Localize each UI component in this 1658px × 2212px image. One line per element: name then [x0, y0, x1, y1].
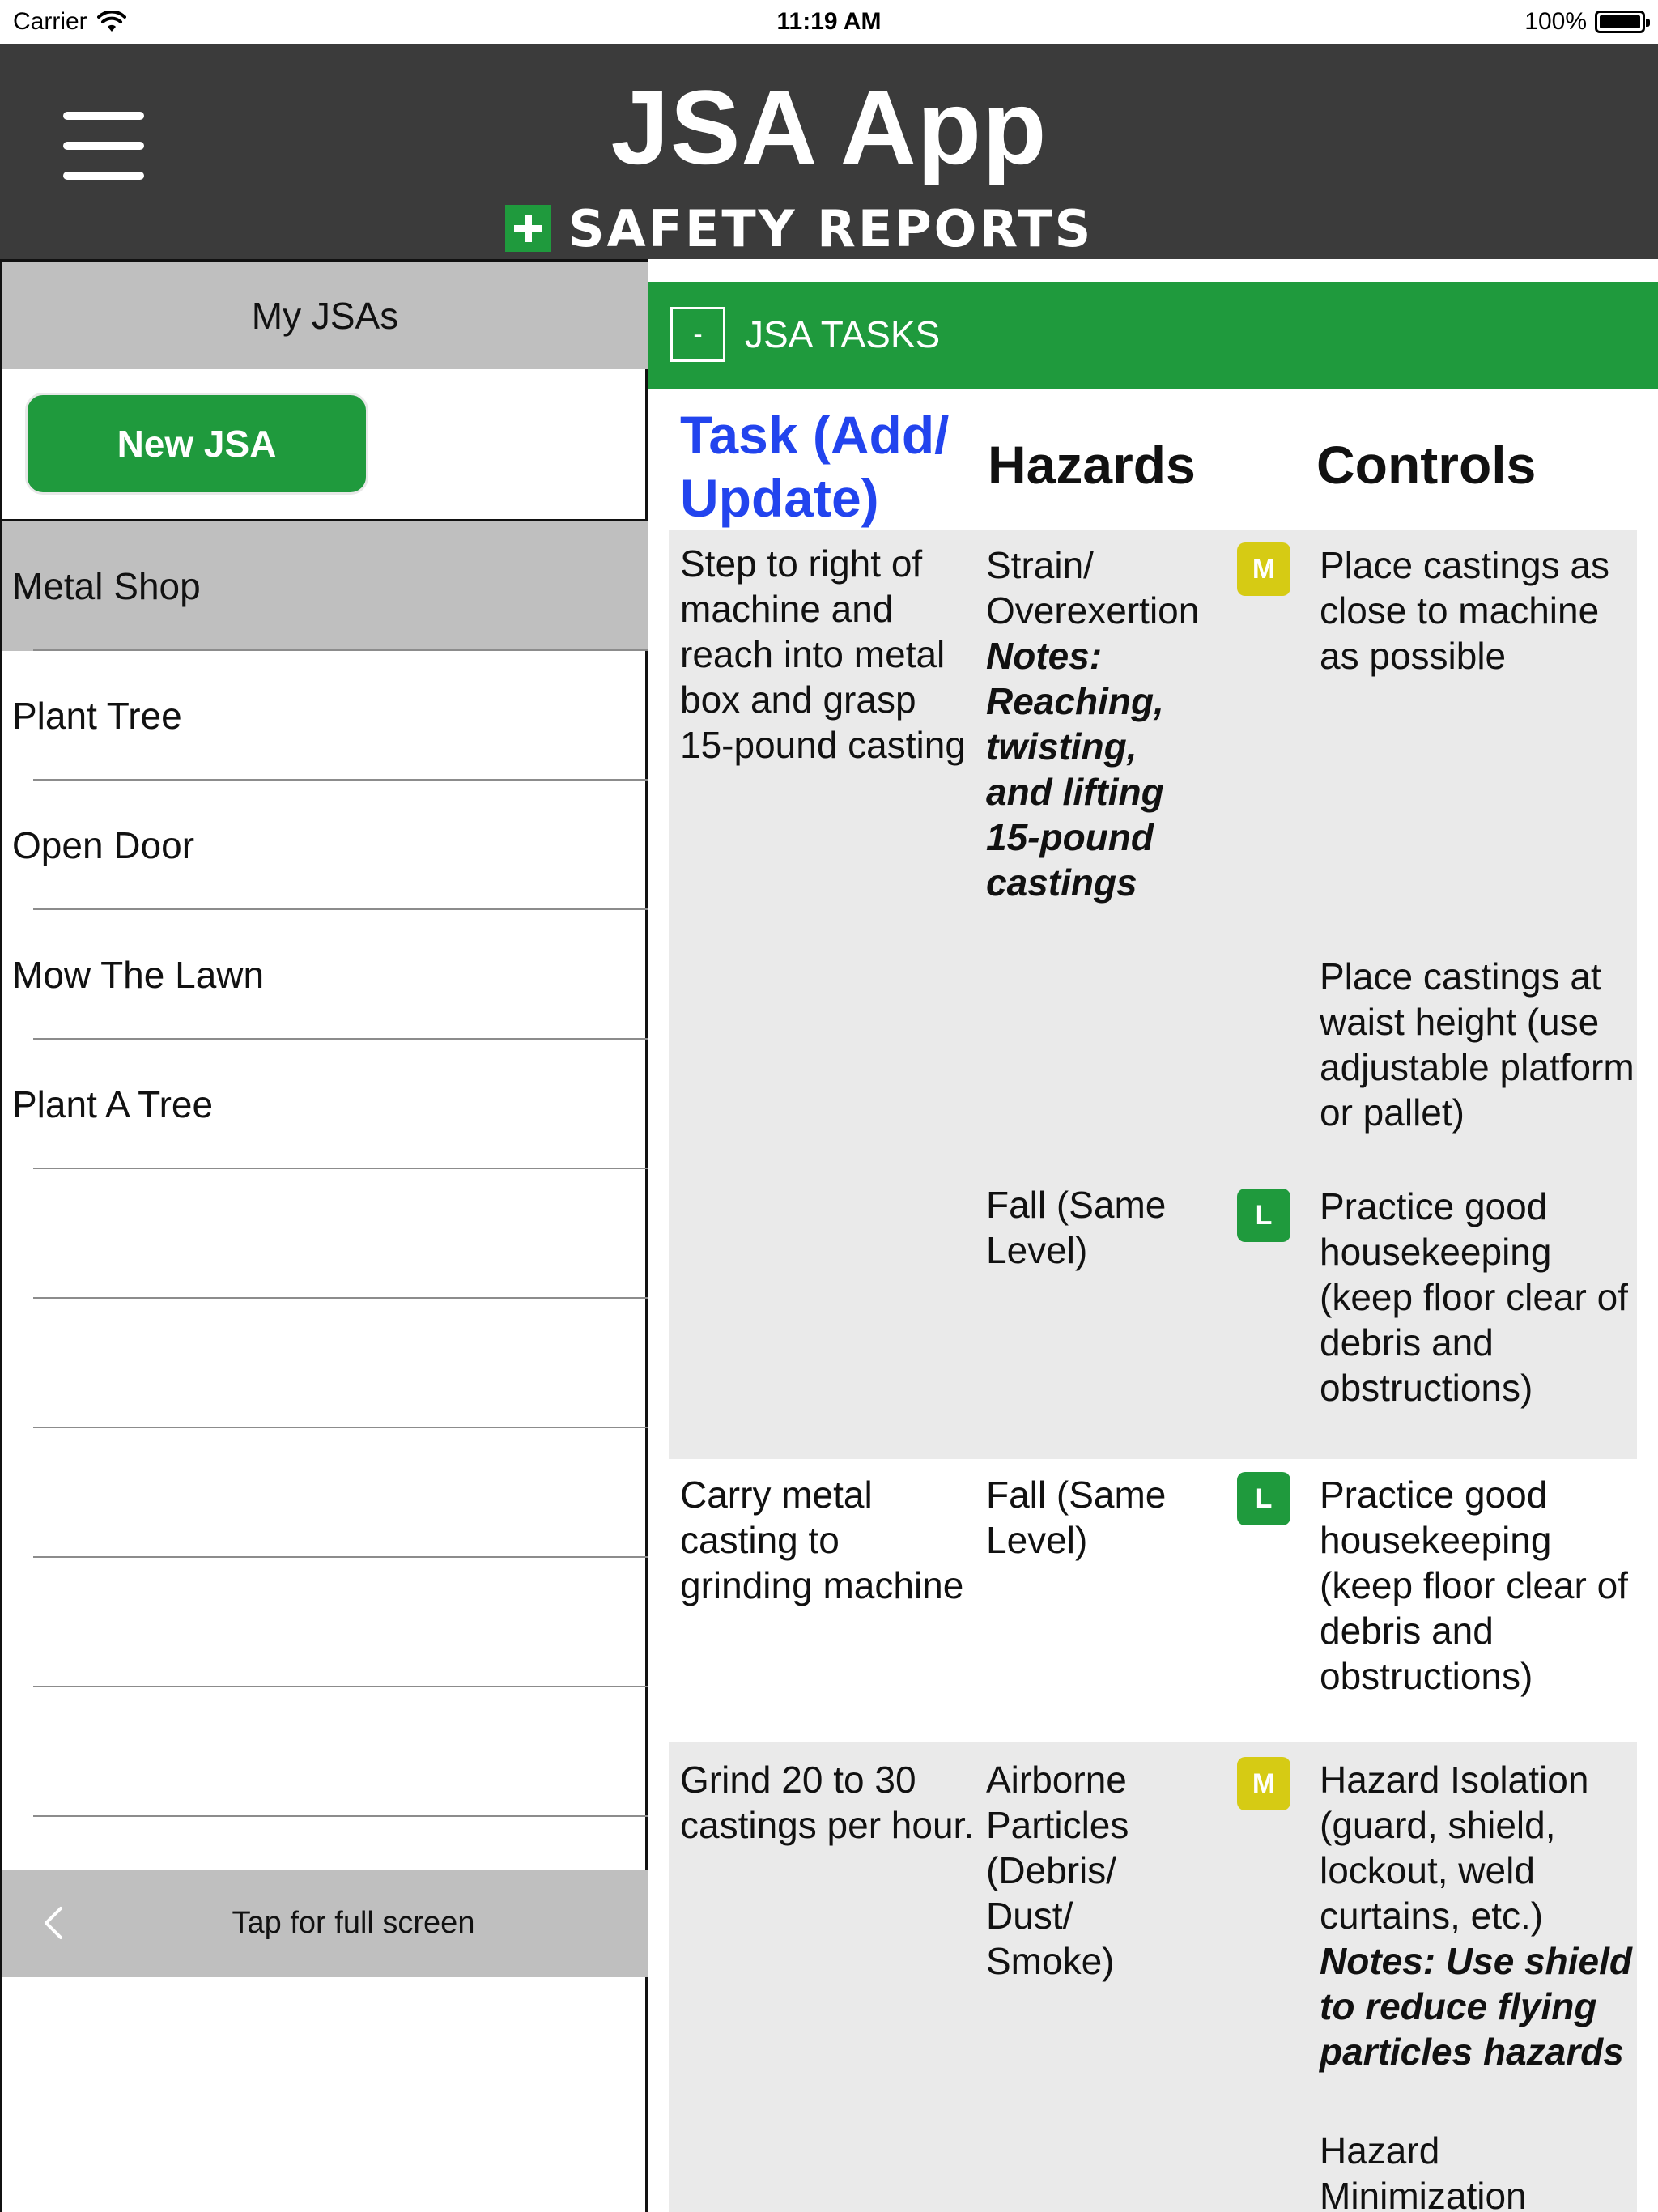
- battery-indicator: [1524, 8, 1645, 36]
- task-row[interactable]: [669, 530, 1637, 1459]
- fullscreen-toggle[interactable]: [2, 1870, 648, 1977]
- list-item-mow-the-lawn[interactable]: [2, 910, 648, 1040]
- hazard-notes: Notes: Reaching, twisting, and lifting 15-pound castings: [986, 635, 1164, 904]
- list-item-label: Open Door: [12, 824, 195, 866]
- control-text: Place castings at waist height (use adjustable platform or pallet): [1320, 955, 1635, 1134]
- brand-text: SAFETY REPORTS: [568, 198, 1094, 258]
- section-title: JSA TASKS: [745, 313, 941, 355]
- carrier-label: Carrier: [13, 8, 87, 35]
- chevron-left-icon: [38, 1905, 70, 1941]
- task-row[interactable]: [669, 1742, 1637, 2212]
- list-item-metal-shop[interactable]: [2, 521, 648, 651]
- hazards-column-header: Hazards: [988, 435, 1196, 495]
- main-content: [648, 259, 1658, 2212]
- green-plus-icon: [505, 205, 551, 252]
- list-item-label: Plant Tree: [12, 695, 182, 737]
- control-text: Hazard Minimization: [1320, 2129, 1527, 2212]
- control-cell: [1320, 1757, 1637, 2074]
- control-text: Practice good housekeeping (keep floor clear of debris and obstructions): [1320, 1474, 1628, 1697]
- brand-logo: [505, 198, 1094, 258]
- control-text: Practice good housekeeping (keep floor clear of debris and obstructions): [1320, 1185, 1628, 1409]
- new-jsa-button[interactable]: New JSA: [25, 393, 368, 495]
- list-item-empty: [2, 1558, 648, 1687]
- risk-badge-medium: M: [1237, 542, 1290, 596]
- control-notes: Notes: Use shield to reduce flying particles hazards: [1320, 1940, 1632, 2073]
- hazard-name: Fall (Same Level): [986, 1184, 1167, 1271]
- sidebar-title: My JSAs: [2, 262, 648, 369]
- task-row[interactable]: [669, 1459, 1637, 1742]
- task-column-header[interactable]: Task (Add/ Update): [680, 405, 950, 528]
- control-text: Place castings as close to machine as possible: [1320, 544, 1609, 677]
- hazard-name: Fall (Same Level): [986, 1474, 1167, 1561]
- control-text: Hazard Isolation (guard, shield, lockout, weld curtains, etc.): [1320, 1759, 1589, 1937]
- controls-column-header: Controls: [1316, 435, 1537, 495]
- hazard-name: Airborne Particles (Debris/ Dust/ Smoke): [986, 1759, 1129, 1982]
- sidebar: [0, 259, 648, 2212]
- collapse-button[interactable]: -: [670, 307, 725, 362]
- fullscreen-label: Tap for full screen: [232, 1906, 475, 1940]
- hazard-name: Strain/ Overexertion: [986, 544, 1200, 632]
- list-item-empty: [2, 1299, 648, 1428]
- list-item-empty: [2, 1428, 648, 1558]
- app-title: JSA App: [610, 68, 1048, 186]
- battery-icon: [1595, 11, 1645, 33]
- list-item-plant-tree[interactable]: [2, 651, 648, 781]
- risk-badge-low: L: [1237, 1472, 1290, 1525]
- battery-percent: 100%: [1524, 8, 1587, 35]
- status-bar: [0, 0, 1658, 44]
- app-header: [0, 44, 1658, 259]
- hazard-cell: [986, 542, 1200, 905]
- list-item-plant-a-tree[interactable]: [2, 1040, 648, 1169]
- list-item-label: Plant A Tree: [12, 1083, 214, 1125]
- task-text: Step to right of machine and reach into metal box and grasp 15-pound casting: [680, 542, 966, 766]
- list-item-empty: [2, 1169, 648, 1299]
- jsa-list: [2, 521, 648, 1817]
- status-time: 11:19 AM: [776, 8, 882, 35]
- list-item-label: Metal Shop: [12, 565, 201, 607]
- risk-badge-low: L: [1237, 1189, 1290, 1242]
- task-text: Carry metal casting to grinding machine: [680, 1474, 964, 1606]
- jsa-tasks-header: [648, 282, 1658, 389]
- list-item-label: Mow The Lawn: [12, 954, 265, 996]
- task-text: Grind 20 to 30 castings per hour.: [680, 1759, 975, 1846]
- risk-badge-medium: M: [1237, 1757, 1290, 1810]
- list-item-open-door[interactable]: [2, 781, 648, 910]
- list-item-empty: [2, 1687, 648, 1817]
